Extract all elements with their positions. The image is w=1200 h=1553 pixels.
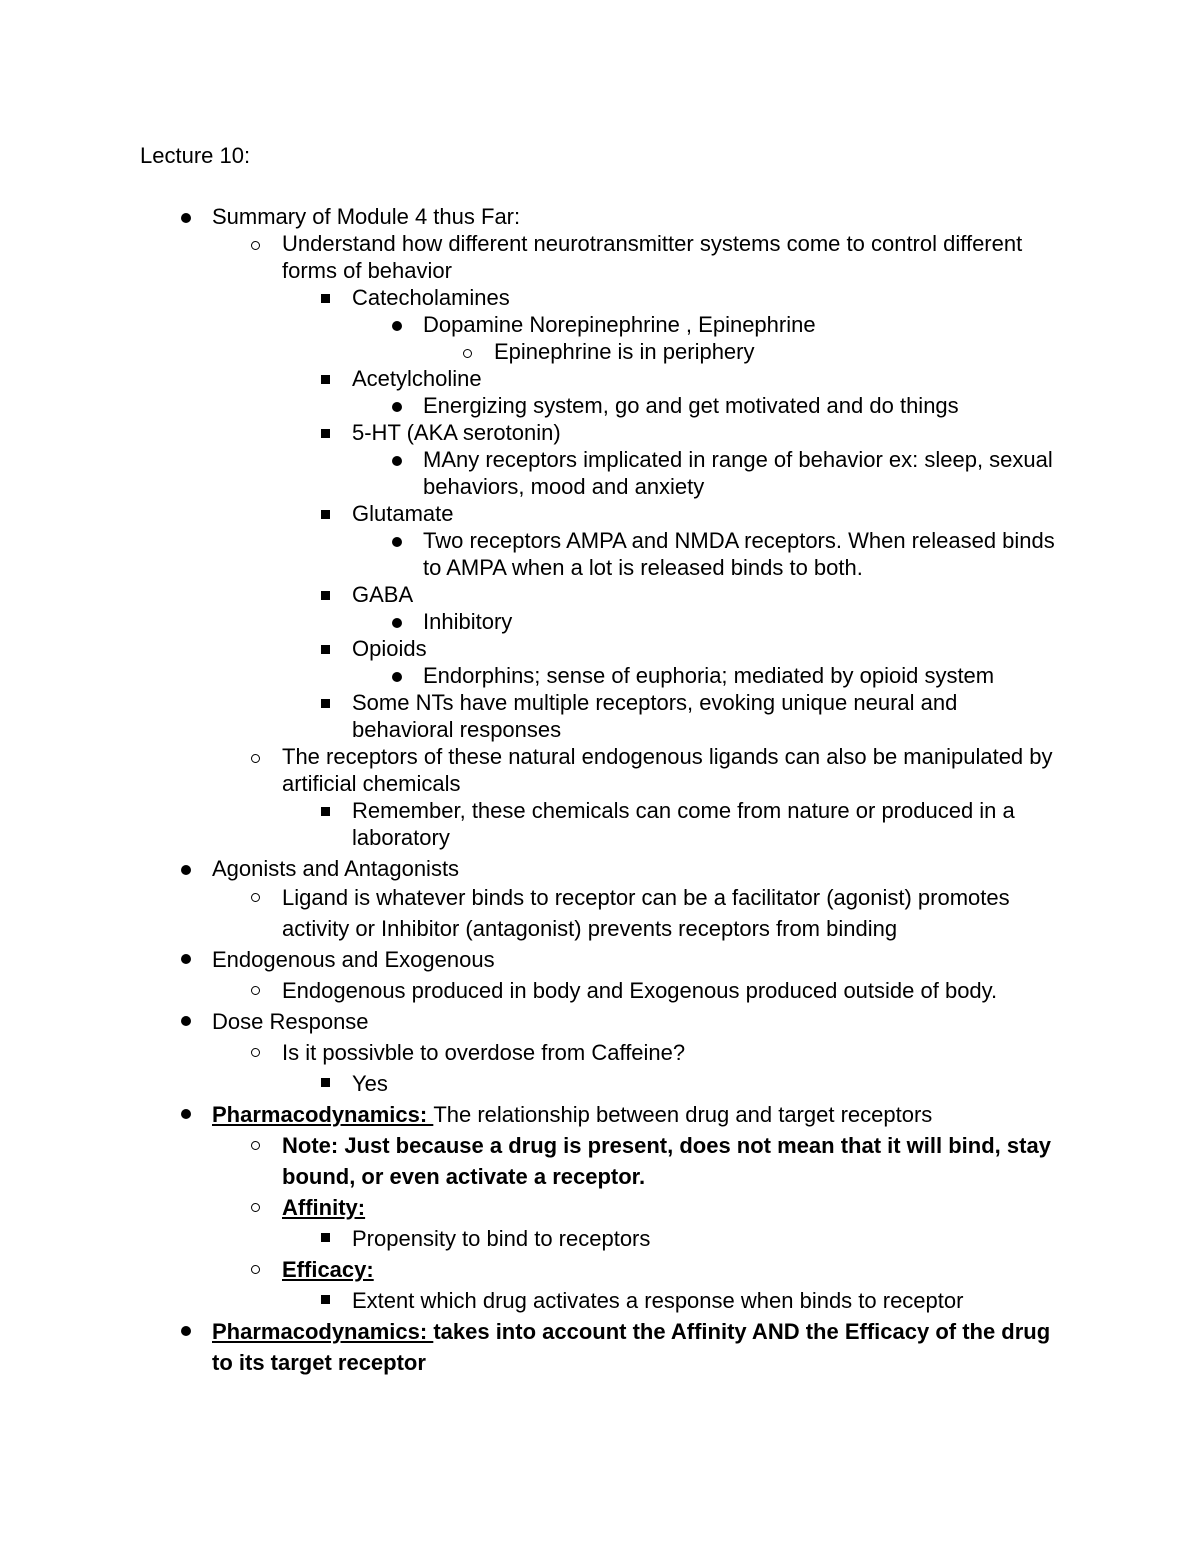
list-item-text bbox=[352, 1068, 1060, 1099]
list-item-text bbox=[282, 975, 1060, 1006]
item-body: Remember, these chemicals can come from nature or produced in a laboratory bbox=[352, 798, 1015, 850]
list-item bbox=[0, 581, 1060, 608]
item-body: takes into account the Affinity AND the Efficacy of the drug to its target receptor bbox=[212, 1319, 1051, 1375]
item-body: Yes bbox=[352, 1071, 388, 1096]
notes-list bbox=[0, 203, 1200, 1378]
item-body: Opioids bbox=[352, 636, 427, 661]
list-item bbox=[0, 203, 1060, 230]
list-item-text bbox=[423, 446, 1060, 500]
term-label: Efficacy: bbox=[282, 1257, 374, 1282]
list-item-text bbox=[423, 311, 1060, 338]
list-item-text bbox=[423, 392, 1060, 419]
list-item-text bbox=[212, 203, 1060, 230]
list-item bbox=[0, 689, 1060, 743]
list-item-text bbox=[423, 662, 1060, 689]
list-item bbox=[0, 311, 1060, 338]
list-item bbox=[0, 797, 1060, 851]
list-item-text bbox=[352, 635, 1060, 662]
list-item-text bbox=[212, 1316, 1060, 1378]
list-item-text bbox=[352, 581, 1060, 608]
list-item bbox=[0, 419, 1060, 446]
item-body: Glutamate bbox=[352, 501, 454, 526]
list-item bbox=[0, 284, 1060, 311]
list-item bbox=[0, 1130, 1060, 1192]
list-item-text bbox=[212, 1099, 1060, 1130]
list-item-text bbox=[282, 1254, 1060, 1285]
list-item bbox=[0, 608, 1060, 635]
item-body: GABA bbox=[352, 582, 414, 607]
list-item bbox=[0, 1285, 1060, 1316]
item-body: Some NTs have multiple receptors, evoking unique neural and behavioral responses bbox=[352, 690, 958, 742]
list-item-text bbox=[282, 1130, 1060, 1192]
term-label: Affinity: bbox=[282, 1195, 366, 1220]
item-body: Catecholamines bbox=[352, 285, 510, 310]
list-item bbox=[0, 662, 1060, 689]
page-title: Lecture 10: bbox=[140, 143, 251, 168]
item-body: Two receptors AMPA and NMDA receptors. When released binds to AMPA when a lot is released binds to both. bbox=[423, 528, 1055, 580]
list-item-text bbox=[212, 1006, 1060, 1037]
item-body: The relationship between drug and target receptors bbox=[433, 1102, 933, 1127]
list-item-text bbox=[352, 365, 1060, 392]
item-body: Acetylcholine bbox=[352, 366, 482, 391]
item-body: Dose Response bbox=[212, 1009, 369, 1034]
item-body: Agonists and Antagonists bbox=[212, 856, 460, 881]
item-body: The receptors of these natural endogenous ligands can also be manipulated by artificial chemicals bbox=[282, 744, 1053, 796]
item-body: Extent which drug activates a response when binds to receptor bbox=[352, 1288, 964, 1313]
item-body: Endorphins; sense of euphoria; mediated by opioid system bbox=[423, 663, 995, 688]
term-label: Pharmacodynamics: bbox=[212, 1319, 434, 1344]
list-item-text bbox=[352, 797, 1060, 851]
item-body: Understand how different neurotransmitter systems come to control different forms of behavior bbox=[282, 231, 1023, 283]
list-item bbox=[0, 975, 1060, 1006]
item-body: Energizing system, go and get motivated and do things bbox=[423, 393, 959, 418]
item-body: Note: Just because a drug is present, does not mean that it will bind, stay bound, or even activate a receptor. bbox=[282, 1133, 1051, 1189]
list-item bbox=[0, 365, 1060, 392]
list-item bbox=[0, 882, 1060, 944]
item-body: 5-HT (AKA serotonin) bbox=[352, 420, 561, 445]
item-body: Dopamine Norepinephrine , Epinephrine bbox=[423, 312, 816, 337]
list-item-text bbox=[282, 882, 1060, 944]
list-item bbox=[0, 1254, 1060, 1285]
list-item bbox=[0, 338, 1060, 365]
list-item bbox=[0, 1006, 1060, 1037]
list-item-text bbox=[352, 284, 1060, 311]
list-item-text bbox=[352, 419, 1060, 446]
item-body: Propensity to bind to receptors bbox=[352, 1226, 651, 1251]
item-body: Inhibitory bbox=[423, 609, 513, 634]
item-body: Endogenous and Exogenous bbox=[212, 947, 495, 972]
list-item bbox=[0, 855, 1060, 882]
item-body: MAny receptors implicated in range of behavior ex: sleep, sexual behaviors, mood and anxiety bbox=[423, 447, 1053, 499]
list-item bbox=[0, 1316, 1060, 1378]
list-item-text bbox=[352, 500, 1060, 527]
list-item-text bbox=[212, 855, 1060, 882]
list-item bbox=[0, 1192, 1060, 1223]
list-item-text bbox=[352, 689, 1060, 743]
list-item bbox=[0, 1037, 1060, 1068]
list-item bbox=[0, 743, 1060, 797]
list-item bbox=[0, 527, 1060, 581]
list-item bbox=[0, 500, 1060, 527]
list-item bbox=[0, 944, 1060, 975]
item-body: Summary of Module 4 thus Far: bbox=[212, 204, 521, 229]
list-item bbox=[0, 1068, 1060, 1099]
list-item-text bbox=[423, 527, 1060, 581]
list-item-text bbox=[282, 1192, 1060, 1223]
list-item-text bbox=[423, 608, 1060, 635]
list-item-text bbox=[212, 944, 1060, 975]
term-label: Pharmacodynamics: bbox=[212, 1102, 434, 1127]
list-item-text bbox=[282, 1037, 1060, 1068]
list-item bbox=[0, 1099, 1060, 1130]
list-item bbox=[0, 635, 1060, 662]
list-item bbox=[0, 1223, 1060, 1254]
list-item-text bbox=[282, 743, 1060, 797]
item-body: Epinephrine is in periphery bbox=[494, 339, 755, 364]
list-item bbox=[0, 392, 1060, 419]
list-item-text bbox=[494, 338, 1060, 365]
list-item bbox=[0, 446, 1060, 500]
list-item-text bbox=[282, 230, 1060, 284]
list-item-text bbox=[352, 1285, 1060, 1316]
list-item bbox=[0, 230, 1060, 284]
item-body: Endogenous produced in body and Exogenous produced outside of body. bbox=[282, 978, 998, 1003]
item-body: Ligand is whatever binds to receptor can be a facilitator (agonist) promotes activity or Inhibitor (antagonist) prevents receptors from binding bbox=[282, 885, 1010, 941]
list-item-text bbox=[352, 1223, 1060, 1254]
item-body: Is it possivble to overdose from Caffeine? bbox=[282, 1040, 686, 1065]
